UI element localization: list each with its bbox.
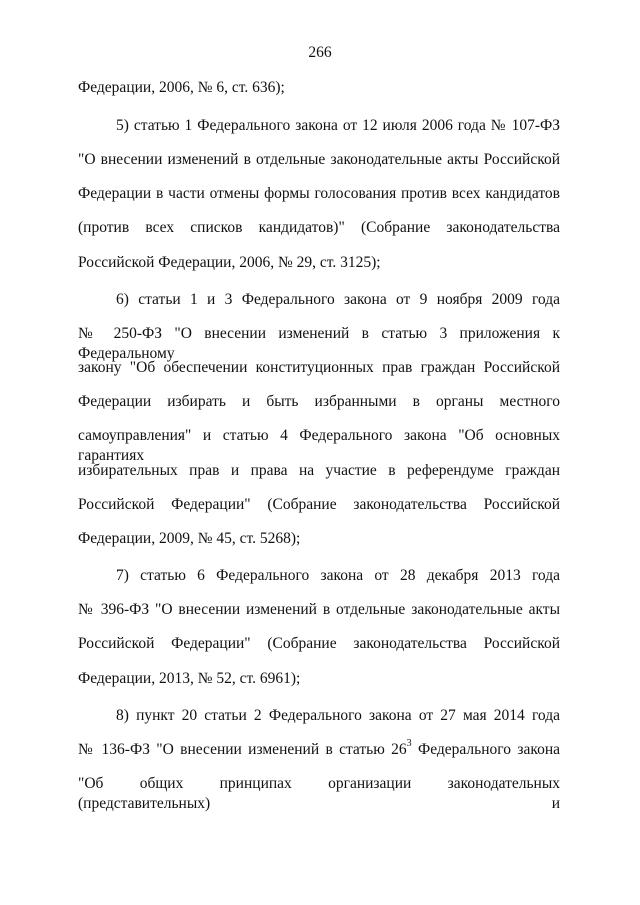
text-line (78, 737, 560, 760)
text-line: самоуправления" и статью 4 Федерального закона "Об основных гарантиях (78, 427, 560, 464)
text-run: № 136-ФЗ "О внесении изменений в статью 26 (78, 741, 407, 758)
page-number: 266 (308, 44, 332, 61)
text-line: закону "Об обеспечении конституционных прав граждан Российской (78, 359, 560, 376)
text-line: 8) пункт 20 статьи 2 Федерального закона от 27 мая 2014 года (116, 707, 560, 724)
text-line: 5) статью 1 Федерального закона от 12 июля 2006 года № 107-ФЗ (116, 117, 560, 134)
text-line: Федерации в части отмены формы голосования против всех кандидатов (78, 185, 560, 202)
text-line: № 250-ФЗ "О внесении изменений в статью 3 приложения к Федеральному (78, 325, 560, 362)
text-line: № 396-ФЗ "О внесении изменений в отдельные законодательные акты (78, 601, 560, 618)
text-line: 6) статьи 1 и 3 Федерального закона от 9 ноября 2009 года (116, 291, 560, 308)
text-run: Федерального закона (411, 741, 560, 758)
text-line: 7) статью 6 Федерального закона от 28 декабря 2013 года (116, 567, 560, 584)
text-line: Федерации, 2009, № 45, ст. 5268); (78, 530, 301, 547)
text-line: избирательных прав и права на участие в референдуме граждан (78, 462, 560, 479)
text-line: "О внесении изменений в отдельные законодательные акты Российской (78, 151, 560, 168)
text-line: Федерации, 2006, № 6, ст. 636); (78, 79, 285, 96)
text-line: Российской Федерации" (Собрание законодательства Российской (78, 635, 560, 652)
text-line: (против всех списков кандидатов)" (Собрание законодательства (78, 219, 560, 236)
superscript: 3 (406, 737, 412, 749)
text-line: "Об общих принципах организации законодательных (представительных) и (78, 775, 560, 812)
text-line: Российской Федерации, 2006, № 29, ст. 3125); (78, 254, 381, 271)
text-line: Федерации избирать и быть избранными в органы местного (78, 393, 560, 410)
text-line: Российской Федерации" (Собрание законодательства Российской (78, 496, 560, 513)
text-line: Федерации, 2013, № 52, ст. 6961); (78, 670, 301, 687)
